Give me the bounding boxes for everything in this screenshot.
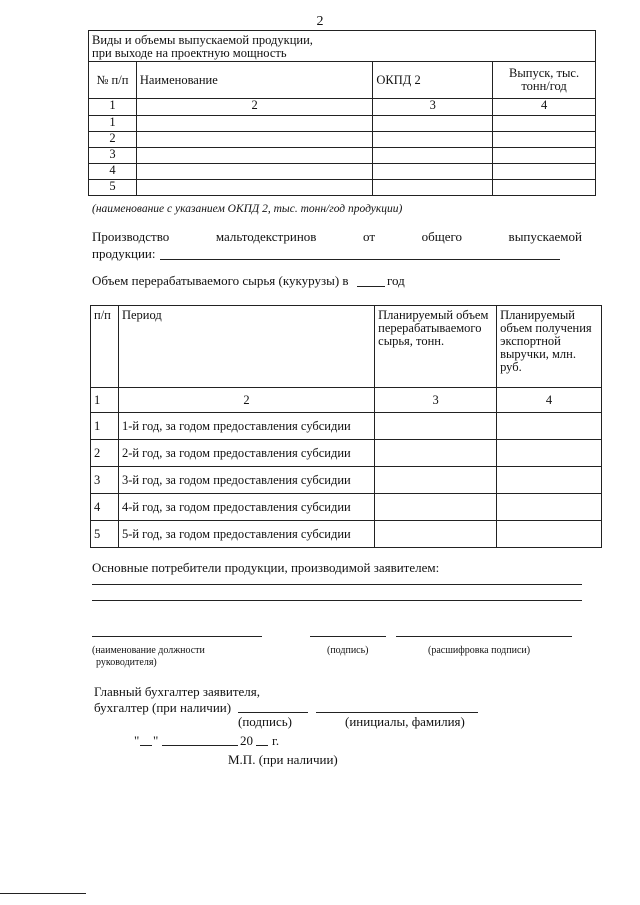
date-year-blank[interactable]: [256, 745, 268, 746]
table-row: [91, 467, 602, 494]
caption-line-1: Виды и объемы выпускаемой продукции,: [92, 33, 313, 47]
cell[interactable]: [375, 413, 497, 440]
date-quote-open: ": [134, 733, 140, 748]
position-label-2: руководителя): [96, 657, 157, 668]
index-cell: 2: [136, 99, 373, 116]
cell[interactable]: [136, 164, 373, 180]
row-num: 3: [89, 148, 137, 164]
cell[interactable]: [136, 116, 373, 132]
cell[interactable]: [493, 148, 596, 164]
production-line-2: продукции:: [92, 246, 156, 261]
index-cell: 1: [89, 99, 137, 116]
table-row: [89, 164, 596, 180]
table-row: [89, 180, 596, 196]
row-period: 1-й год, за годом предоставления субсидии: [118, 413, 374, 440]
table-row: [91, 413, 602, 440]
table-row: [89, 116, 596, 132]
header-raw: Планируемый объем перерабатываемого сырья, тонн.: [375, 306, 497, 388]
row-num: 1: [89, 116, 137, 132]
date-month-blank[interactable]: [162, 745, 238, 746]
header-name: Наименование: [136, 62, 373, 99]
cell[interactable]: [375, 521, 497, 548]
footer-rule: [0, 893, 86, 894]
table-row: [89, 148, 596, 164]
index-cell: 1: [91, 388, 119, 413]
row-period: 4-й год, за годом предоставления субсидии: [118, 494, 374, 521]
index-cell: 3: [373, 99, 493, 116]
row-period: 5-й год, за годом предоставления субсидии: [118, 521, 374, 548]
date-year-prefix: 20: [240, 733, 253, 748]
row-num: 2: [91, 440, 119, 467]
plan-table: [90, 305, 602, 548]
table-row: [91, 440, 602, 467]
table-row: [89, 132, 596, 148]
sign-label: (подпись): [327, 645, 369, 656]
index-cell: 4: [493, 99, 596, 116]
header-num: п/п: [91, 306, 119, 388]
index-cell: 3: [375, 388, 497, 413]
volume-year-blank[interactable]: [357, 286, 385, 287]
row-period: 3-й год, за годом предоставления субсидии: [118, 467, 374, 494]
row-num: 5: [89, 180, 137, 196]
header-period: Период: [118, 306, 374, 388]
date-day-blank[interactable]: [140, 745, 152, 746]
cell[interactable]: [373, 148, 493, 164]
volume-text-a: Объем перерабатываемого сырья (кукурузы) в: [92, 273, 349, 288]
row-num: 4: [91, 494, 119, 521]
consumers-blank-2[interactable]: [92, 600, 582, 601]
sign-blank[interactable]: [310, 636, 386, 637]
consumers-label: Основные потребители продукции, производимой заявителем:: [92, 560, 440, 575]
row-num: 3: [91, 467, 119, 494]
date-year-suffix: г.: [272, 733, 280, 748]
position-label-1: (наименование должности: [92, 645, 205, 656]
cell[interactable]: [373, 180, 493, 196]
row-num: 2: [89, 132, 137, 148]
cell[interactable]: [497, 467, 602, 494]
row-num: 5: [91, 521, 119, 548]
consumers-blank-1[interactable]: [92, 584, 582, 585]
accountant-sign-blank[interactable]: [238, 712, 308, 713]
accountant-line-2: бухгалтер (при наличии): [94, 700, 232, 715]
row-num: 1: [91, 413, 119, 440]
page-number: 2: [316, 14, 324, 29]
cell[interactable]: [497, 494, 602, 521]
cell[interactable]: [375, 494, 497, 521]
index-cell: 2: [118, 388, 374, 413]
table-row: [91, 521, 602, 548]
caption-line-2: при выходе на проектную мощность: [92, 46, 287, 60]
decode-blank[interactable]: [396, 636, 572, 637]
header-okpd: ОКПД 2: [373, 62, 493, 99]
products-note: (наименование с указанием ОКПД 2, тыс. тонн/год продукции): [92, 203, 403, 215]
table-row: [91, 494, 602, 521]
cell[interactable]: [375, 440, 497, 467]
header-output: Выпуск, тыс. тонн/год: [493, 62, 596, 99]
cell[interactable]: [373, 164, 493, 180]
products-table-caption: [89, 31, 596, 62]
production-text: Производство мальтодекстринов от общего выпускаемой: [92, 229, 582, 244]
cell[interactable]: [493, 116, 596, 132]
row-num: 4: [89, 164, 137, 180]
position-blank[interactable]: [92, 636, 262, 637]
products-table: [88, 30, 596, 196]
stamp-label: М.П. (при наличии): [228, 752, 338, 767]
decode-label: (расшифровка подписи): [428, 645, 531, 656]
cell[interactable]: [497, 413, 602, 440]
header-revenue: Планируемый объем получения экспортной выручки, млн. руб.: [497, 306, 602, 388]
cell[interactable]: [136, 148, 373, 164]
cell[interactable]: [373, 116, 493, 132]
accountant-name-blank[interactable]: [316, 712, 478, 713]
cell[interactable]: [136, 132, 373, 148]
production-blank[interactable]: [160, 259, 560, 260]
header-num: № п/п: [89, 62, 137, 99]
cell[interactable]: [136, 180, 373, 196]
cell[interactable]: [493, 132, 596, 148]
cell[interactable]: [497, 521, 602, 548]
date-quote-close: ": [153, 733, 159, 748]
cell[interactable]: [493, 180, 596, 196]
cell[interactable]: [373, 132, 493, 148]
cell[interactable]: [493, 164, 596, 180]
cell[interactable]: [375, 467, 497, 494]
accountant-name-label: (инициалы, фамилия): [345, 714, 465, 729]
accountant-line-1: Главный бухгалтер заявителя,: [94, 684, 261, 699]
index-cell: 4: [497, 388, 602, 413]
cell[interactable]: [497, 440, 602, 467]
accountant-sign-label: (подпись): [238, 714, 292, 729]
volume-text-b: год: [387, 273, 405, 288]
production-line-1: [92, 229, 582, 245]
row-period: 2-й год, за годом предоставления субсидии: [118, 440, 374, 467]
